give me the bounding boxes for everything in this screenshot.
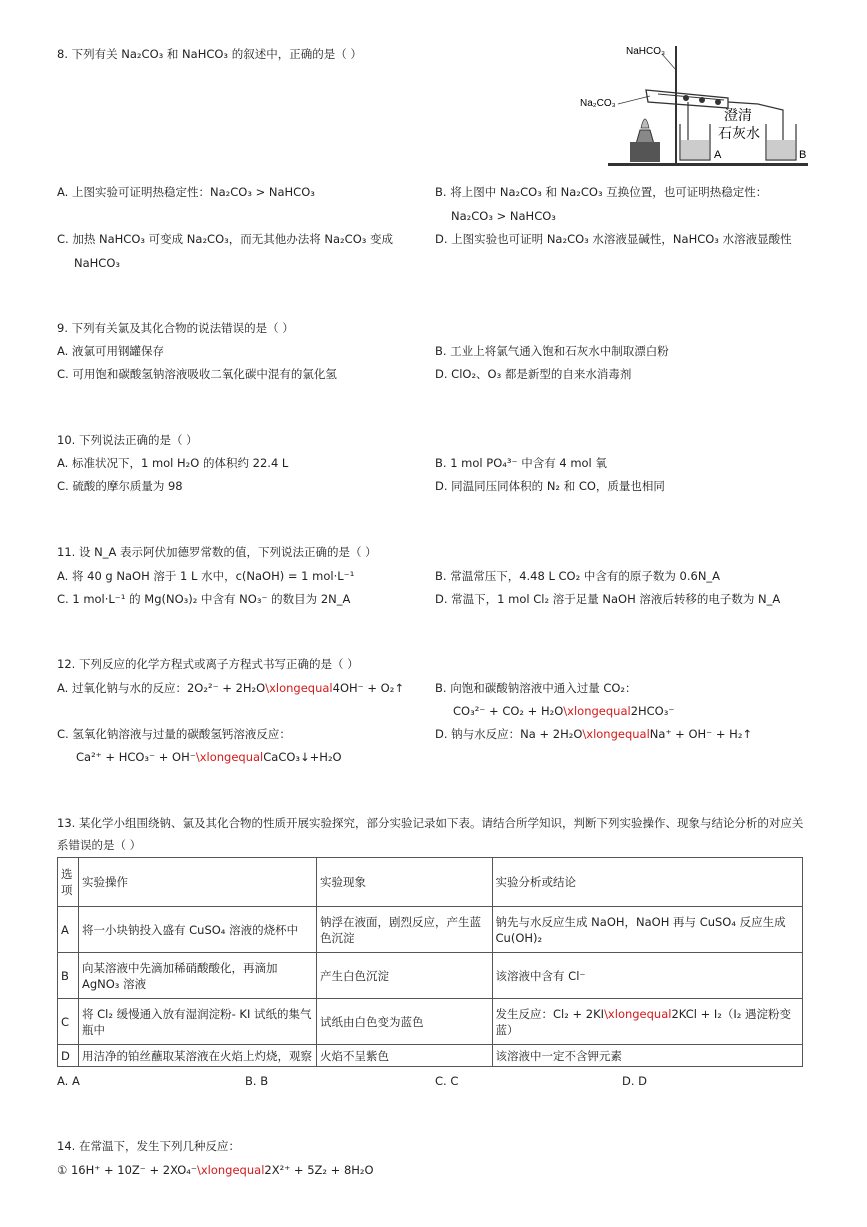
row-option: C bbox=[58, 999, 79, 1045]
q12-d-rhs: Na⁺ + OH⁻ + H₂↑ bbox=[649, 727, 753, 741]
label-lime-water-2: 石灰水 bbox=[718, 125, 760, 141]
table-row bbox=[58, 999, 803, 1045]
q10-option-c: C. 硫酸的摩尔质量为 98 bbox=[57, 479, 183, 493]
row-c-rhs: 2KCl + I₂（I₂ 遇淀粉变蓝） bbox=[495, 1006, 792, 1037]
q10-option-d: D. 同温同压同体积的 N₂ 和 CO，质量也相同 bbox=[435, 479, 665, 493]
q12-b-lhs: CO₃²⁻ + CO₂ + H₂O bbox=[453, 704, 564, 718]
header-conclusion: 实验分析或结论 bbox=[492, 858, 802, 907]
q12-a-rhs: 4OH⁻ + O₂↑ bbox=[332, 681, 404, 695]
xlongequal-macro: \xlongequal bbox=[604, 1006, 672, 1021]
row-conclusion: 钠先与水反应生成 NaOH，NaOH 再与 CuSO₄ 反应生成 Cu(OH)₂ bbox=[492, 907, 802, 953]
q13-stem-line2: 系错误的是（ ） bbox=[57, 838, 142, 852]
label-beaker-a: A bbox=[714, 149, 722, 161]
q12-c-rhs: CaCO₃↓+H₂O bbox=[263, 750, 342, 764]
row-operation: 向某溶液中先滴加稀硝酸酸化，再滴加 AgNO₃ 溶液 bbox=[78, 953, 316, 999]
q11-option-a: A. 将 40 g NaOH 溶于 1 L 水中，c(NaOH) = 1 mol·L⁻¹ bbox=[57, 569, 355, 583]
q10-option-a: A. 标准状况下，1 mol H₂O 的体积约 22.4 L bbox=[57, 456, 289, 470]
q11-option-c: C. 1 mol·L⁻¹ 的 Mg(NO₃)₂ 中含有 NO₃⁻ 的数目为 2N_A bbox=[57, 592, 351, 606]
header-option: 选 项 bbox=[58, 858, 79, 907]
apparatus-figure bbox=[578, 40, 813, 168]
q12-option-d bbox=[435, 726, 752, 742]
q9-option-a: A. 液氯可用钢罐保存 bbox=[57, 344, 164, 358]
q8-option-c-line1: C. 加热 NaHCO₃ 可变成 Na₂CO₃，而无其他办法将 Na₂CO₃ 变成 bbox=[57, 232, 394, 246]
experiment-table bbox=[57, 857, 803, 1067]
q11-stem: 11. 设 N_A 表示阿伏加德罗常数的值，下列说法正确的是（ ） bbox=[57, 545, 377, 559]
q8-option-d: D. 上图实验也可证明 Na₂CO₃ 水溶液显碱性，NaHCO₃ 水溶液显酸性 bbox=[435, 232, 792, 246]
table-header-row bbox=[58, 858, 803, 907]
q12-c-lhs: Ca²⁺ + HCO₃⁻ + OH⁻ bbox=[76, 750, 196, 764]
row-conclusion bbox=[492, 999, 802, 1045]
row-operation: 将一小块钠投入盛有 CuSO₄ 溶液的烧杯中 bbox=[78, 907, 316, 953]
row-operation: 用洁净的铂丝蘸取某溶液在火焰上灼烧，观察 bbox=[78, 1045, 316, 1067]
q12-stem: 12. 下列反应的化学方程式或离子方程式书写正确的是（ ） bbox=[57, 657, 359, 671]
q9-option-c: C. 可用饱和碳酸氢钠溶液吸收二氧化碳中混有的氯化氢 bbox=[57, 367, 337, 381]
q8-option-a: A. 上图实验可证明热稳定性：Na₂CO₃ > NaHCO₃ bbox=[57, 185, 315, 199]
q9-stem: 9. 下列有关氯及其化合物的说法错误的是（ ） bbox=[57, 321, 294, 335]
q12-option-c-line1: C. 氢氧化钠溶液与过量的碳酸氢钙溶液反应： bbox=[57, 727, 291, 741]
header-phenomenon: 实验现象 bbox=[316, 858, 492, 907]
q9-option-d: D. ClO₂、O₃ 都是新型的自来水消毒剂 bbox=[435, 367, 632, 381]
row-option: D bbox=[58, 1045, 79, 1067]
label-nahco3: NaHCO₃ bbox=[626, 46, 666, 57]
q8-option-b-line2: Na₂CO₃ > NaHCO₃ bbox=[451, 209, 556, 223]
row-conclusion: 该溶液中含有 Cl⁻ bbox=[492, 953, 802, 999]
q9-option-b: B. 工业上将氯气通入饱和石灰水中制取漂白粉 bbox=[435, 344, 669, 358]
label-beaker-b: B bbox=[799, 149, 807, 161]
q14-r1-lhs: ① 16H⁺ + 10Z⁻ + 2XO₄⁻ bbox=[57, 1163, 197, 1177]
q14-reaction-1 bbox=[57, 1162, 374, 1178]
q11-option-b: B. 常温常压下，4.48 L CO₂ 中含有的原子数为 0.6N_A bbox=[435, 569, 721, 583]
q14-r1-rhs: 2X²⁺ + 5Z₂ + 8H₂O bbox=[264, 1163, 374, 1177]
q12-b-rhs: 2HCO₃⁻ bbox=[630, 704, 675, 718]
q12-option-c-line2 bbox=[76, 749, 342, 765]
row-conclusion: 该溶液中一定不含钾元素 bbox=[492, 1045, 802, 1067]
label-lime-water-1: 澄清 bbox=[724, 107, 752, 123]
q8-option-b-line1: B. 将上图中 Na₂CO₃ 和 Na₂CO₃ 互换位置，也可证明热稳定性： bbox=[435, 185, 768, 199]
q10-option-b: B. 1 mol PO₄³⁻ 中含有 4 mol 氧 bbox=[435, 456, 607, 470]
row-c-lhs: 发生反应：Cl₂ + 2KI bbox=[495, 1006, 605, 1021]
q13-option-a: A. A bbox=[57, 1074, 80, 1088]
row-option: B bbox=[58, 953, 79, 999]
xlongequal-macro: \xlongequal bbox=[196, 1163, 265, 1177]
q12-d-lhs: D. 钠与水反应：Na + 2H₂O bbox=[435, 727, 583, 741]
table-row bbox=[58, 953, 803, 999]
q13-stem-line1: 13. 某化学小组围绕钠、氯及其化合物的性质开展实验探究，部分实验记录如下表。请结合所学知识，判断下列实验操作、现象与结论分析的对应关 bbox=[57, 816, 804, 830]
table-row bbox=[58, 1045, 803, 1067]
q12-option-b-line2 bbox=[453, 703, 674, 719]
label-na2co3: Na₂CO₃ bbox=[580, 98, 616, 109]
q10-stem: 10. 下列说法正确的是（ ） bbox=[57, 433, 198, 447]
q12-a-lhs: A. 过氧化钠与水的反应：2O₂²⁻ + 2H₂O bbox=[57, 681, 266, 695]
row-phenomenon: 钠浮在液面，剧烈反应，产生蓝色沉淀 bbox=[316, 907, 492, 953]
row-phenomenon: 火焰不呈紫色 bbox=[316, 1045, 492, 1067]
q12-option-b-line1: B. 向饱和碳酸钠溶液中通入过量 CO₂： bbox=[435, 681, 637, 695]
q8-option-c-line2: NaHCO₃ bbox=[74, 256, 120, 270]
q8-stem: 8. 下列有关 Na₂CO₃ 和 NaHCO₃ 的叙述中，正确的是（ ） bbox=[57, 47, 362, 61]
row-phenomenon: 试纸由白色变为蓝色 bbox=[316, 999, 492, 1045]
q11-option-d: D. 常温下，1 mol Cl₂ 溶于足量 NaOH 溶液后转移的电子数为 N_A bbox=[435, 592, 781, 606]
row-option: A bbox=[58, 907, 79, 953]
row-operation: 将 Cl₂ 缓慢通入放有湿润淀粉- KI 试纸的集气瓶中 bbox=[78, 999, 316, 1045]
xlongequal-macro: \xlongequal bbox=[265, 681, 333, 695]
xlongequal-macro: \xlongequal bbox=[582, 727, 650, 741]
q13-option-d: D. D bbox=[622, 1074, 648, 1088]
xlongequal-macro: \xlongequal bbox=[195, 750, 264, 764]
q14-stem: 14. 在常温下，发生下列几种反应： bbox=[57, 1139, 240, 1153]
row-phenomenon: 产生白色沉淀 bbox=[316, 953, 492, 999]
q13-option-b: B. B bbox=[245, 1074, 269, 1088]
xlongequal-macro: \xlongequal bbox=[563, 704, 631, 718]
table-row bbox=[58, 907, 803, 953]
q12-option-a bbox=[57, 680, 404, 696]
q13-option-c: C. C bbox=[435, 1074, 459, 1088]
header-operation: 实验操作 bbox=[78, 858, 316, 907]
